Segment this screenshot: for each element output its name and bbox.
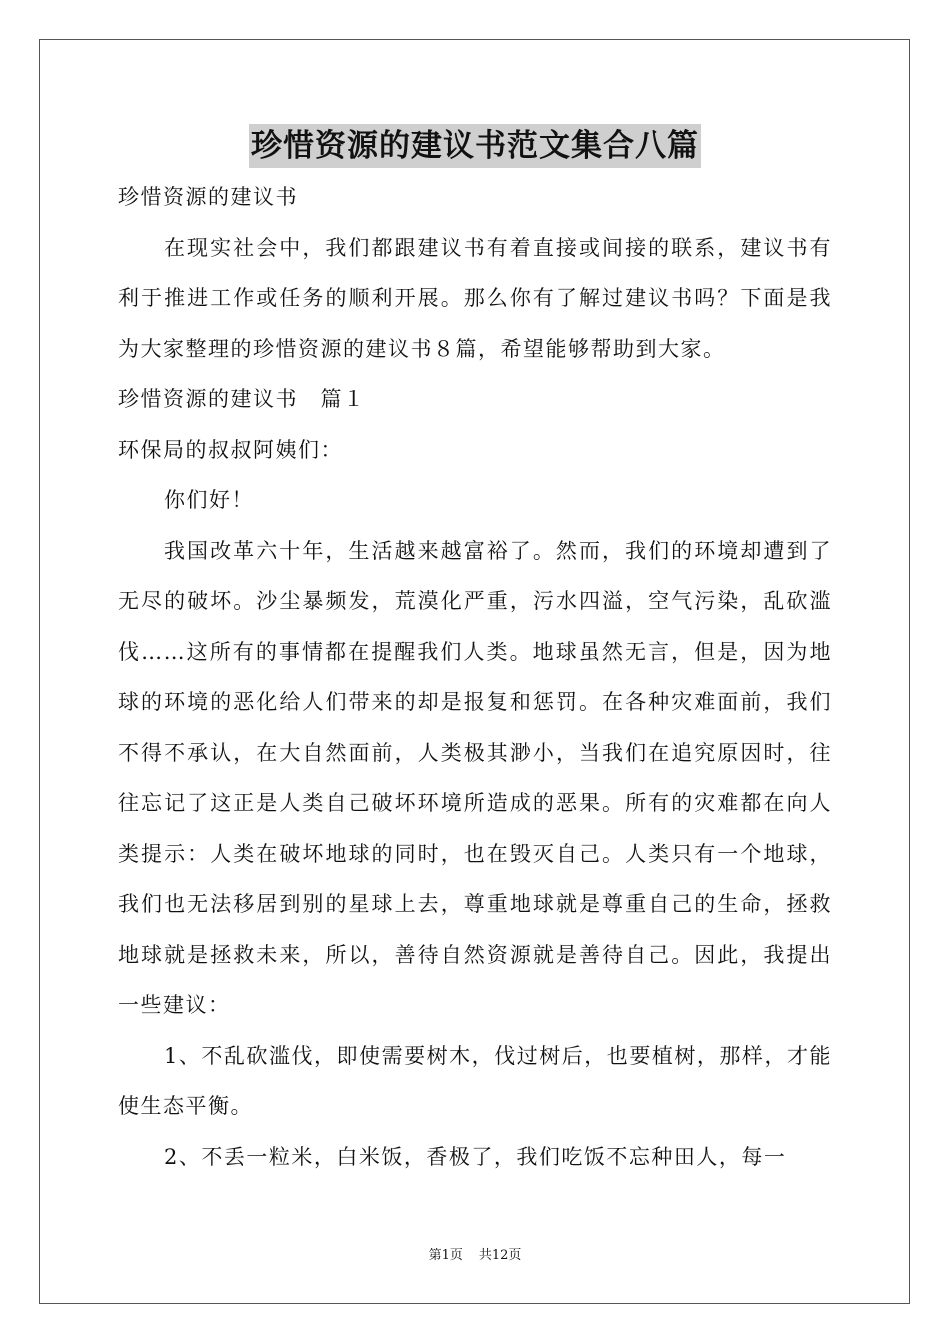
paragraph: 珍惜资源的建议书 bbox=[118, 185, 298, 209]
page-total: 共12页 bbox=[478, 1248, 522, 1263]
document-title: 珍惜资源的建议书范文集合八篇 bbox=[249, 124, 701, 168]
page-number: 第1页 bbox=[428, 1248, 463, 1263]
document-body bbox=[118, 172, 832, 1182]
section-heading: 珍惜资源的建议书 篇１ bbox=[118, 387, 366, 411]
suggestion-item: 2、不丢一粒米，白米饭，香极了，我们吃饭不忘种田人，每一 bbox=[164, 1144, 787, 1169]
page-footer bbox=[0, 1247, 950, 1265]
suggestion-item: 1、不乱砍滥伐，即使需要树木，伐过树后，也要植树，那样，才能使生态平衡。 bbox=[118, 1043, 832, 1118]
title-area bbox=[0, 124, 950, 168]
paragraph: 在现实社会中，我们都跟建议书有着直接或间接的联系，建议书有利于推进工作或任务的顺利开展。那么你有了解过建议书吗？下面是我为大家整理的珍惜资源的建议书８篇，希望能够帮助到大家。 bbox=[118, 235, 832, 361]
salutation: 环保局的叔叔阿姨们： bbox=[118, 437, 343, 462]
paragraph: 我国改革六十年，生活越来越富裕了。然而，我们的环境却遭到了无尽的破坏。沙尘暴频发，荒漠化严重，污水四溢，空气污染，乱砍滥伐……这所有的事情都在提醒我们人类。地球虽然无言，但是，因为地球的环境的恶化给人们带来的却是报复和惩罚。在各种灾难面前，我们不得不承认，在大自然面前，人类极其渺小，当我们在追究原因时，往往忘记了这正是人类自己破坏环境所造成的恶果。所有的灾难都在向人类提示：人类在破坏地球的同时，也在毁灭自己。人类只有一个地球，我们也无法移居到别的星球上去，尊重地球就是尊重自己的生命，拯救地球就是拯救未来，所以，善待自然资源就是善待自己。因此，我提出一些建议： bbox=[118, 538, 832, 1017]
greeting: 你们好！ bbox=[164, 488, 254, 512]
